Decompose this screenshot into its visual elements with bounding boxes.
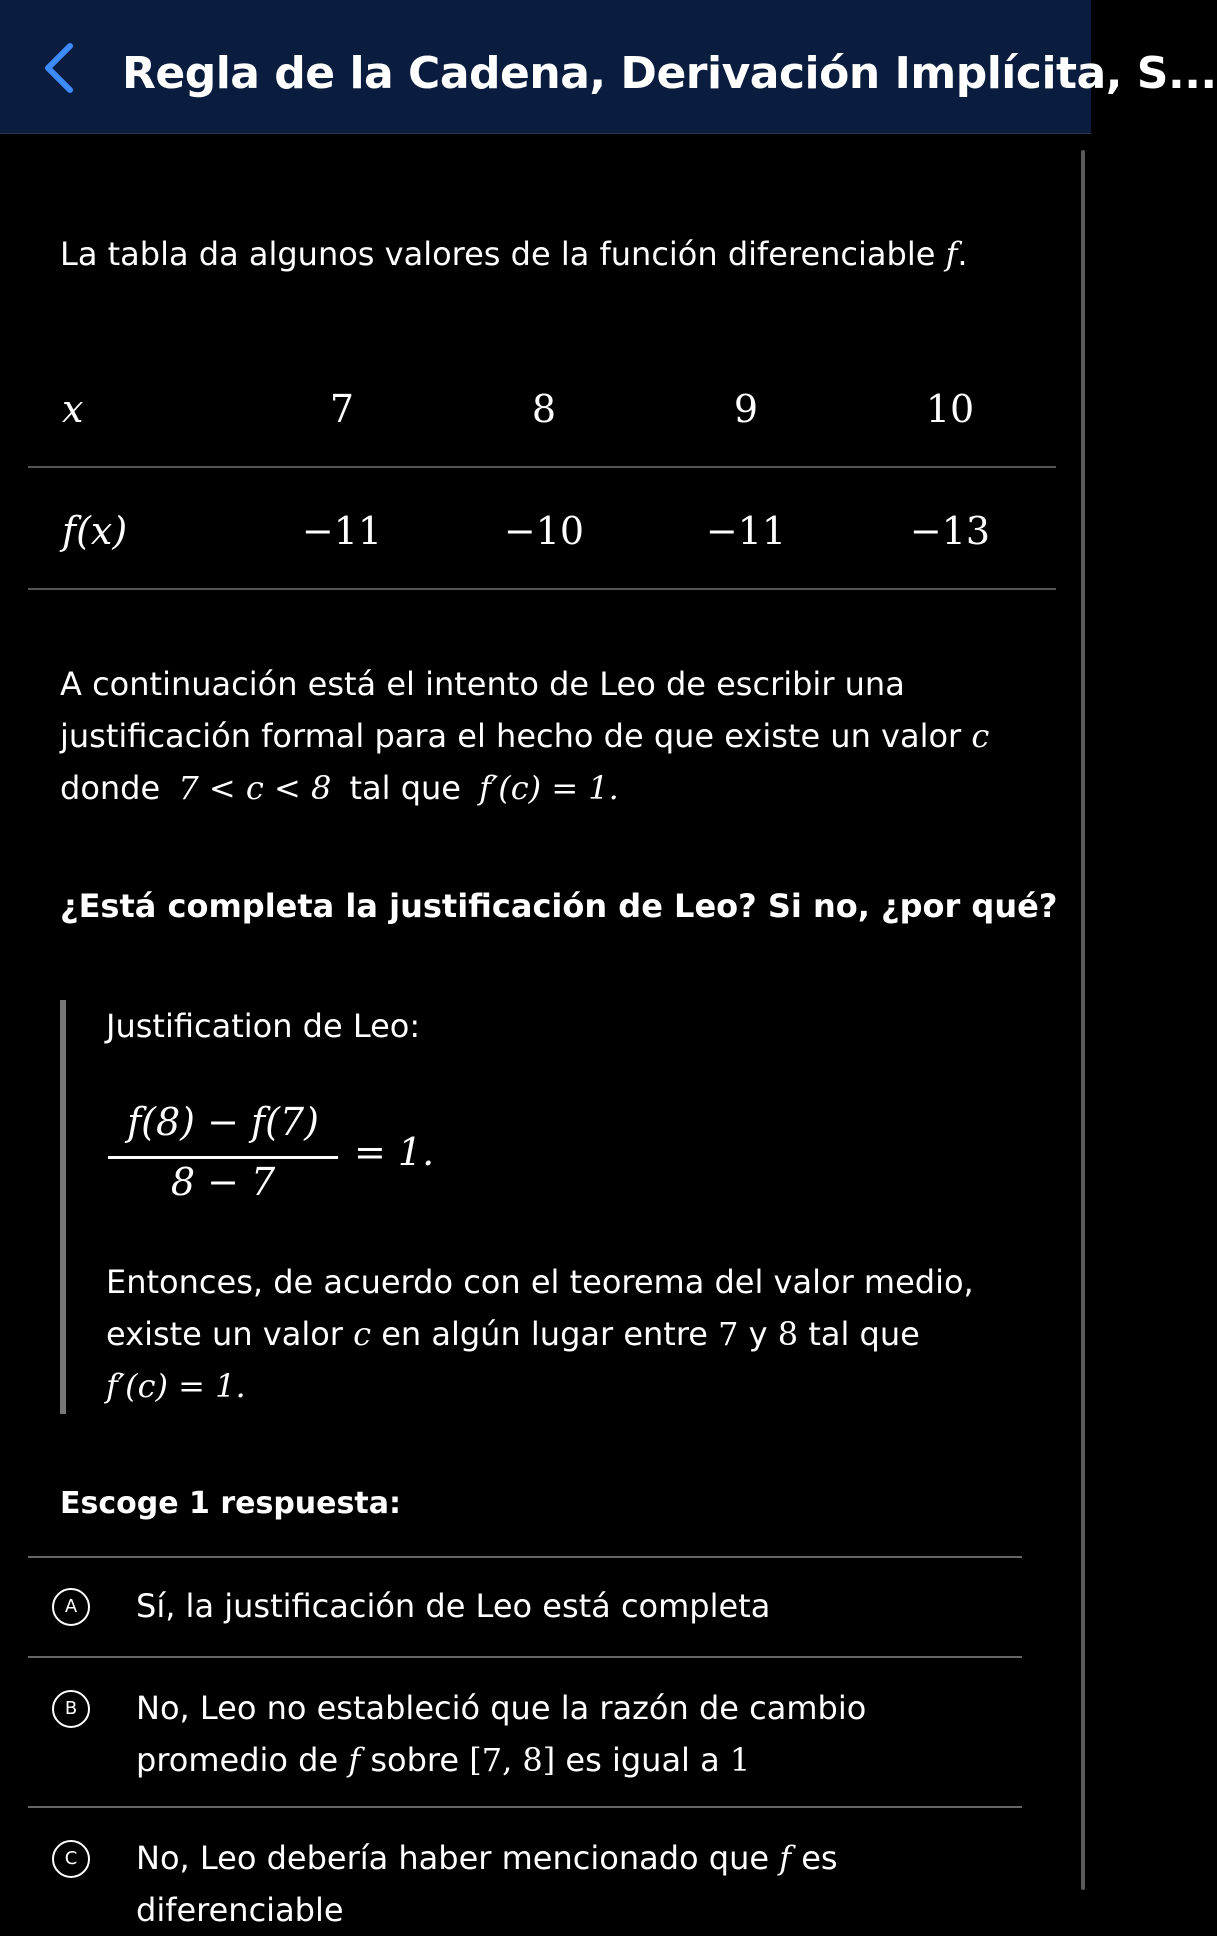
justification-y: y [748,1315,768,1353]
attempt-inequality: 7 < c < 8 [178,769,332,807]
fraction-numerator: f(8) − f(7) [127,1100,319,1144]
option-c-radio[interactable]: C [52,1840,90,1878]
table-fx-10: −13 [909,509,991,553]
justification-line-2 [106,1308,1046,1360]
attempt-derivative: f′(c) = 1. [479,769,619,807]
fraction-denominator: 8 − 7 [170,1160,276,1204]
option-c-es: es [801,1839,838,1877]
table-x-9: 9 [733,387,759,431]
option-b-promedio: promedio de [136,1741,339,1779]
option-b-one: 1 [729,1741,751,1779]
option-b-interval: [7, 8] [469,1741,556,1779]
top-bar [0,0,1217,134]
justification-c: c [353,1315,372,1353]
option-c-text [136,1832,1016,1936]
attempt-donde: donde [60,769,161,807]
option-b[interactable] [28,1658,1022,1806]
option-b-text [136,1682,1016,1786]
table-header-x: x [62,387,84,431]
question-text: ¿Está completa la justificación de Leo? Si no, ¿por qué? [60,887,1058,925]
scrollbar[interactable] [1081,150,1085,1890]
quote-bar [60,1000,66,1414]
justification-line-1: Entonces, de acuerdo con el teorema del valor medio, [106,1263,974,1301]
function-name: f [945,235,958,273]
justification-line-3: f′(c) = 1. [106,1367,246,1405]
chevron-left-icon [40,42,76,94]
option-c-line-2: diferenciable [136,1891,344,1929]
table-fx-9: −11 [705,509,787,553]
option-c-f: f [779,1839,792,1877]
back-button[interactable] [30,40,86,96]
table-header-fx: f(x) [62,509,128,553]
justification-entre: en algún lugar entre [381,1315,708,1353]
attempt-tal-que: tal que [349,769,461,807]
option-a[interactable] [28,1558,1022,1656]
justification-title: Justification de Leo: [106,1007,421,1045]
table-bottom-line [28,588,1056,590]
justification-seven: 7 [718,1315,739,1353]
attempt-line-3 [60,762,1040,814]
table-divider [28,466,1056,468]
option-a-radio[interactable]: A [52,1588,90,1626]
option-c[interactable] [28,1808,1022,1927]
intro-period: . [957,235,968,273]
option-b-sobre: sobre [370,1741,460,1779]
intro-text [60,228,968,280]
option-b-line-1: No, Leo no estableció que la razón de cambio [136,1689,867,1727]
attempt-line-2 [60,710,1040,762]
table-x-7: 7 [329,387,355,431]
attempt-line-2-text: justificación formal para el hecho de que existe un valor [60,717,962,755]
choose-label: Escoge 1 respuesta: [60,1486,401,1521]
table-fx-7: −11 [301,509,383,553]
table-x-8: 8 [531,387,557,431]
option-a-text: Sí, la justificación de Leo está completa [136,1587,771,1625]
option-b-radio[interactable]: B [52,1690,90,1728]
justification-existe: existe un valor [106,1315,343,1353]
option-b-igual: es igual a [565,1741,720,1779]
option-c-line-1 [136,1832,1016,1884]
fraction-rhs: = 1. [354,1130,435,1174]
page-title: Regla de la Cadena, Derivación Implícita, S... [122,48,1217,99]
attempt-paragraph [60,658,1040,814]
attempt-line-1: A continuación está el intento de Leo de escribir una [60,665,905,703]
justification-eight: 8 [777,1315,799,1353]
fraction-bar [108,1156,338,1159]
table-fx-8: −10 [503,509,585,553]
option-b-f: f [348,1741,361,1779]
table-x-10: 10 [925,387,975,431]
intro-sentence: La tabla da algunos valores de la función diferenciable [60,235,936,273]
option-c-no-leo: No, Leo debería haber mencionado que [136,1839,770,1877]
justification-body [106,1256,1046,1412]
attempt-c: c [971,717,990,755]
option-b-line-2 [136,1734,1016,1786]
justification-tal-que: tal que [808,1315,920,1353]
